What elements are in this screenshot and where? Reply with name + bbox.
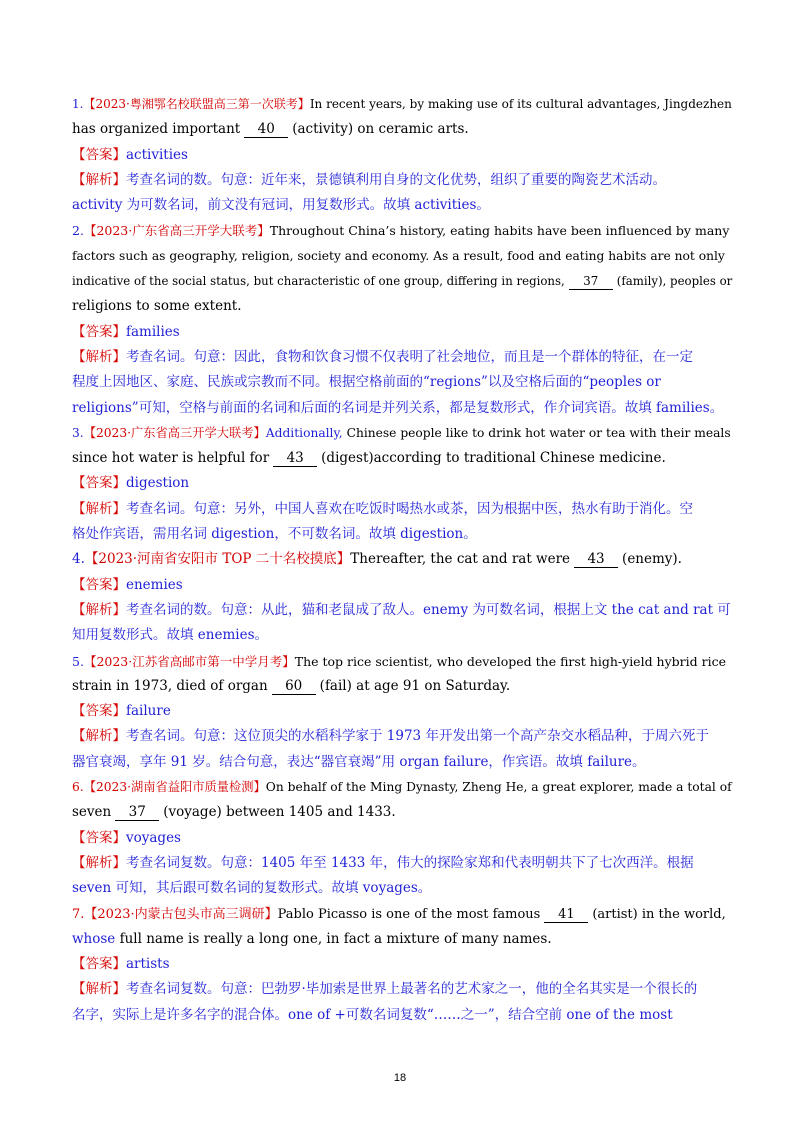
answer-line <box>72 826 732 851</box>
question-6-line-1 <box>72 775 732 800</box>
question-number: 3. <box>72 425 84 440</box>
analysis-text: 考查名词的数。句意：从此，猫和老鼠成了敌人。enemy 为可数名词，根据上文 the cat and rat 可 <box>126 601 731 618</box>
question-2-line-3 <box>72 269 732 294</box>
answer-label: 【答案】 <box>72 323 126 340</box>
question-text: since hot water is helpful for <box>72 450 270 467</box>
analysis-line: activity 为可数名词，前文没有冠词，用复数形式。故填 activities。 <box>72 197 490 214</box>
question-number: 7. <box>72 906 85 922</box>
question-1-line-2 <box>72 117 732 142</box>
question-source: 【2023·湖南省益阳市质量检测】 <box>83 780 266 795</box>
analysis-line: 程度上因地区、家庭、民族或宗教而不同。根据空格前面的“regions”以及空格后面的“peoples or <box>72 374 661 391</box>
answer-label: 【答案】 <box>72 956 126 973</box>
analysis-text: 考查名词。句意：因此，食物和饮食习惯不仅表明了社会地位，而且是一个群体的特征，在一定 <box>126 348 693 365</box>
answer-line <box>72 320 732 345</box>
question-source: 【2023·广东省高三开学大联考】 <box>83 223 270 239</box>
analysis-label: 【解析】 <box>72 601 126 618</box>
question-7-line-1 <box>72 902 732 927</box>
question-2-line-1 <box>72 218 732 243</box>
question-text: (enemy). <box>622 551 682 568</box>
question-text: Thereafter, the cat and rat were <box>350 551 571 568</box>
analysis-text: 考查名词复数。句意：巴勃罗·毕加索是世界上最著名的艺术家之一，他的全名其实是一个很长的 <box>126 981 698 998</box>
question-number: 1. <box>72 97 84 111</box>
question-5-line-1 <box>72 649 732 674</box>
question-number: 5. <box>72 653 84 669</box>
question-number: 6. <box>72 780 84 795</box>
question-text: religions to some extent. <box>72 298 242 315</box>
question-text: strain in 1973, died of organ <box>72 677 268 694</box>
analysis-line <box>72 977 732 1002</box>
question-5-line-2 <box>72 674 732 699</box>
answer-label: 【答案】 <box>72 475 126 492</box>
answer-line <box>72 143 732 168</box>
answer-line <box>72 952 732 977</box>
answer-label: 【答案】 <box>72 703 126 720</box>
analysis-label: 【解析】 <box>72 854 126 871</box>
question-text-highlight: whose <box>72 930 116 947</box>
answer-value: enemies <box>126 576 183 593</box>
question-source: 【2023·江苏省高邮市第一中学月考】 <box>83 653 295 669</box>
answer-line <box>72 573 732 598</box>
question-number: 2. <box>72 223 84 239</box>
answer-value: digestion <box>126 475 190 492</box>
question-source: 【2023·广东省高三开学大联考】 <box>83 425 266 440</box>
question-text: (fail) at age 91 on Saturday. <box>319 677 511 694</box>
answer-label: 【答案】 <box>72 829 126 846</box>
question-7-line-2 <box>72 927 732 952</box>
question-text: (activity) on ceramic arts. <box>292 121 469 138</box>
question-text: has organized important <box>72 121 241 138</box>
answer-value: artists <box>126 956 170 973</box>
document-body <box>72 92 732 1028</box>
analysis-text: 考查名词复数。句意：1405 年至 1433 年，伟大的探险家郑和代表明朝共下了七次西洋。根据 <box>126 854 694 871</box>
analysis-label: 【解析】 <box>72 348 126 365</box>
answer-line <box>72 699 732 724</box>
answer-line <box>72 471 732 496</box>
analysis-line <box>72 345 732 370</box>
question-text: seven <box>72 804 112 821</box>
question-6-line-2 <box>72 800 732 825</box>
question-1-line-1 <box>72 92 732 117</box>
analysis-line <box>72 168 732 193</box>
question-text-highlight: Additionally, <box>265 425 343 440</box>
question-text: Throughout China’s history, eating habits have been influenced by many <box>269 223 730 239</box>
question-text: (artist) in the world, <box>592 906 726 922</box>
answer-blank: 43 <box>273 451 317 467</box>
question-source: 【2023·粤湘鄂名校联盟高三第一次联考】 <box>83 97 310 111</box>
answer-blank: 37 <box>569 274 613 290</box>
analysis-line: seven 可知，其后跟可数名词的复数形式。故填 voyages。 <box>72 880 432 897</box>
question-text: In recent years, by making use of its cultural advantages, Jingdezhen <box>309 97 732 111</box>
answer-blank: 43 <box>574 552 618 568</box>
analysis-line: 格处作宾语，需用名词 digestion，不可数名词。故填 digestion。 <box>72 526 477 543</box>
question-text: The top rice scientist, who developed the first high-yield hybrid rice <box>294 653 726 669</box>
question-text: indicative of the social status, but characteristic of one group, differing in regions, <box>72 274 565 289</box>
question-text: (family), peoples or <box>616 274 733 289</box>
answer-value: families <box>126 323 180 340</box>
question-text: Chinese people like to drink hot water or tea with their meals <box>346 425 731 440</box>
analysis-label: 【解析】 <box>72 500 126 517</box>
analysis-label: 【解析】 <box>72 728 126 745</box>
answer-value: voyages <box>126 829 181 846</box>
analysis-label: 【解析】 <box>72 171 126 188</box>
answer-blank: 40 <box>244 122 288 138</box>
question-text: full name is really a long one, in fact a mixture of many names. <box>119 930 552 947</box>
question-3-line-2 <box>72 446 732 471</box>
analysis-line <box>72 497 732 522</box>
analysis-line: 知用复数形式。故填 enemies。 <box>72 627 269 644</box>
answer-blank: 60 <box>272 679 316 695</box>
analysis-line <box>72 598 732 623</box>
question-text: Pablo Picasso is one of the most famous <box>277 906 541 922</box>
analysis-line: 器官衰竭，享年 91 岁。结合句意，表达“器官衰竭”用 organ failure，作宾语。故填 failure。 <box>72 753 646 770</box>
question-text: factors such as geography, religion, society and economy. As a result, food and eating habits are not only <box>72 248 725 263</box>
analysis-text: 考查名词。句意：这位顶尖的水稻科学家于 1973 年开发出第一个高产杂交水稻品种，于周六死于 <box>126 728 709 745</box>
answer-label: 【答案】 <box>72 576 126 593</box>
page-number: 18 <box>393 1072 407 1084</box>
question-source: 【2023·河南省安阳市 TOP 二十名校摸底】 <box>84 551 351 568</box>
answer-label: 【答案】 <box>72 146 126 163</box>
answer-blank: 37 <box>115 805 159 821</box>
analysis-line: religions”可知，空格与前面的名词和后面的名词是并列关系，都是复数形式，作介词宾语。故填 families。 <box>72 399 724 416</box>
question-4-line-1 <box>72 547 732 572</box>
question-text: (digest)according to traditional Chinese medicine. <box>321 450 666 467</box>
answer-value: activities <box>126 146 188 163</box>
analysis-label: 【解析】 <box>72 981 126 998</box>
analysis-line: 名字，实际上是许多名字的混合体。one of +可数名词复数“……之一”，结合空前 one of the most <box>72 1006 673 1023</box>
analysis-text: 考查名词的数。句意：近年来，景德镇利用自身的文化优势，组织了重要的陶瓷艺术活动。 <box>126 171 666 188</box>
answer-blank: 41 <box>544 907 588 923</box>
question-3-line-1 <box>72 421 732 446</box>
analysis-line <box>72 724 732 749</box>
question-text: On behalf of the Ming Dynasty, Zheng He, a great explorer, made a total of <box>265 780 732 795</box>
question-text: (voyage) between 1405 and 1433. <box>163 804 396 821</box>
question-number: 4. <box>72 551 85 568</box>
question-source: 【2023·内蒙古包头市高三调研】 <box>84 906 278 922</box>
answer-value: failure <box>126 703 171 720</box>
analysis-line <box>72 851 732 876</box>
analysis-text: 考查名词。句意：另外，中国人喜欢在吃饭时喝热水或茶，因为根据中医，热水有助于消化。空 <box>126 500 693 517</box>
